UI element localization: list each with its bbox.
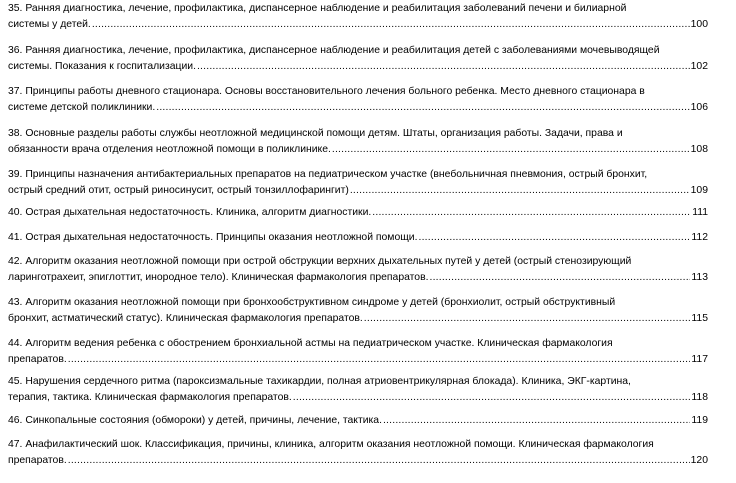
toc-entry-line xyxy=(8,453,708,469)
toc-entry-title: 40. Острая дыхательная недостаточность. Клиника, алгоритм диагностики. xyxy=(8,207,372,218)
toc-entry-title-line-1: 38. Основные разделы работы службы неотложной медицинской помощи детям. Штаты, организация работы. Задачи, права и xyxy=(8,128,623,139)
dot-leader xyxy=(372,205,691,221)
toc-entry-title: 41. Острая дыхательная недостаточность. Принципы оказания неотложной помощи. xyxy=(8,232,418,243)
toc-entry-line xyxy=(8,1,708,17)
toc-entry-title-line-1: 36. Ранняя диагностика, лечение, профилактика, диспансерное наблюдение и реабилитация детей с заболеваниями мочевыводящей xyxy=(8,45,660,56)
toc-entry-title-line-2: острый средний отит, острый риносинусит, острый тонзиллофарингит) xyxy=(8,185,349,196)
toc-page-number: 118 xyxy=(691,392,708,403)
toc-entry-title-line-1: 45. Нарушения сердечного ритма (пароксизмальные тахикардии, полная атриовентрикулярная блокада). Клиника, ЭКГ-картина, xyxy=(8,376,631,387)
dot-leader xyxy=(430,270,691,286)
toc-entry-line xyxy=(8,437,708,453)
toc-entry-line xyxy=(8,167,708,183)
toc-entry-line xyxy=(8,43,708,59)
toc-page-number: 100 xyxy=(690,19,708,30)
toc-entry-42[interactable] xyxy=(8,254,708,286)
dot-leader xyxy=(92,17,690,33)
toc-entry-38[interactable] xyxy=(8,126,708,158)
dot-leader xyxy=(68,453,690,469)
toc-entry-line xyxy=(8,59,708,75)
toc-entry-line xyxy=(8,295,708,311)
toc-page-number: 108 xyxy=(690,144,708,155)
toc-entry-title-line-2: системы у детей. xyxy=(8,19,91,30)
toc-entry-title-line-2: препаратов. xyxy=(8,455,67,466)
dot-leader xyxy=(197,59,690,75)
toc-entry-title-line-2: бронхит, астматический статус). Клиническая фармакология препаратов. xyxy=(8,313,363,324)
toc-entry-line xyxy=(8,126,708,142)
toc-entry-title-line-1: 35. Ранняя диагностика, лечение, профилактика, диспансерное наблюдение и реабилитация заболеваний печени и билиарной xyxy=(8,3,627,14)
toc-entry-line xyxy=(8,142,708,158)
toc-entry-line xyxy=(8,100,708,116)
dot-leader xyxy=(383,413,690,429)
toc-entry-line xyxy=(8,183,708,199)
dot-leader xyxy=(332,142,690,158)
toc-entry-line xyxy=(8,205,708,221)
toc-entry-40[interactable] xyxy=(8,205,708,221)
toc-entry-line xyxy=(8,390,708,406)
toc-entry-line xyxy=(8,17,708,33)
toc-entry-37[interactable] xyxy=(8,84,708,116)
toc-entry-title-line-1: 47. Анафилактический шок. Классификация, причины, клиника, алгоритм оказания неотложной помощи. Клиническая фармакология xyxy=(8,439,654,450)
toc-entry-41[interactable] xyxy=(8,230,708,246)
toc-entry-title-line-1: 43. Алгоритм оказания неотложной помощи при бронхообструктивном синдроме у детей (бронхиолит, острый обструктивный xyxy=(8,297,616,308)
toc-entry-line xyxy=(8,374,708,390)
toc-entry-46[interactable] xyxy=(8,413,708,429)
toc-entry-title-line-2: препаратов. xyxy=(8,354,67,365)
dot-leader xyxy=(364,311,691,327)
toc-entry-title: 46. Синкопальные состояния (обмороки) у детей, причины, лечение, тактика. xyxy=(8,415,382,426)
toc-entry-43[interactable] xyxy=(8,295,708,327)
toc-entry-35[interactable] xyxy=(8,1,708,33)
toc-page-number: 120 xyxy=(690,455,708,466)
toc-page-number: 102 xyxy=(690,61,708,72)
toc-page-number: 106 xyxy=(690,102,708,113)
toc-entry-line xyxy=(8,336,708,352)
toc-page-number: 119 xyxy=(691,415,708,426)
dot-leader xyxy=(350,183,690,199)
toc-entry-title-line-2: системе детской поликлиники. xyxy=(8,102,156,113)
toc-entry-title-line-1: 44. Алгоритм ведения ребенка с обострением бронхиальной астмы на педиатрическом участке. Клиническая фармакология xyxy=(8,338,613,349)
toc-entry-line xyxy=(8,413,708,429)
toc-entry-line xyxy=(8,352,708,368)
toc-entry-44[interactable] xyxy=(8,336,708,368)
toc-entry-line xyxy=(8,254,708,270)
toc-page-number: 113 xyxy=(691,272,708,283)
toc-entry-47[interactable] xyxy=(8,437,708,469)
toc-entry-line xyxy=(8,270,708,286)
toc-page-number: 112 xyxy=(691,232,708,243)
toc-page-number: 109 xyxy=(690,185,708,196)
dot-leader xyxy=(68,352,691,368)
toc-entry-title-line-1: 42. Алгоритм оказания неотложной помощи при острой обструкции верхних дыхательных путей у детей (острый стенозирующий xyxy=(8,256,632,267)
toc-entry-45[interactable] xyxy=(8,374,708,406)
toc-entry-line xyxy=(8,84,708,100)
toc-entry-39[interactable] xyxy=(8,167,708,199)
toc-entry-title-line-1: 39. Принципы назначения антибактериальных препаратов на педиатрическом участке (внебольничная пневмония, острый бронхит, xyxy=(8,169,648,180)
toc-page-number: 115 xyxy=(691,313,708,324)
toc-entry-title-line-2: ларинготрахеит, эпиглоттит, инородное тело). Клиническая фармакология препаратов. xyxy=(8,272,429,283)
toc-page-number: 117 xyxy=(691,354,708,365)
dot-leader xyxy=(293,390,691,406)
dot-leader xyxy=(418,230,690,246)
dot-leader xyxy=(156,100,689,116)
toc-entry-title-line-2: терапия, тактика. Клиническая фармакология препаратов. xyxy=(8,392,292,403)
toc-page-number: 111 xyxy=(692,207,708,218)
toc-entry-line xyxy=(8,311,708,327)
toc-entry-title-line-2: системы. Показания к госпитализации. xyxy=(8,61,196,72)
toc-entry-36[interactable] xyxy=(8,43,708,75)
toc-entry-title-line-1: 37. Принципы работы дневного стационара. Основы восстановительного лечения больного ребенка. Место дневного стационара в xyxy=(8,86,645,97)
toc-entry-title-line-2: обязанности врача отделения неотложной помощи в поликлинике. xyxy=(8,144,331,155)
toc-entry-line xyxy=(8,230,708,246)
